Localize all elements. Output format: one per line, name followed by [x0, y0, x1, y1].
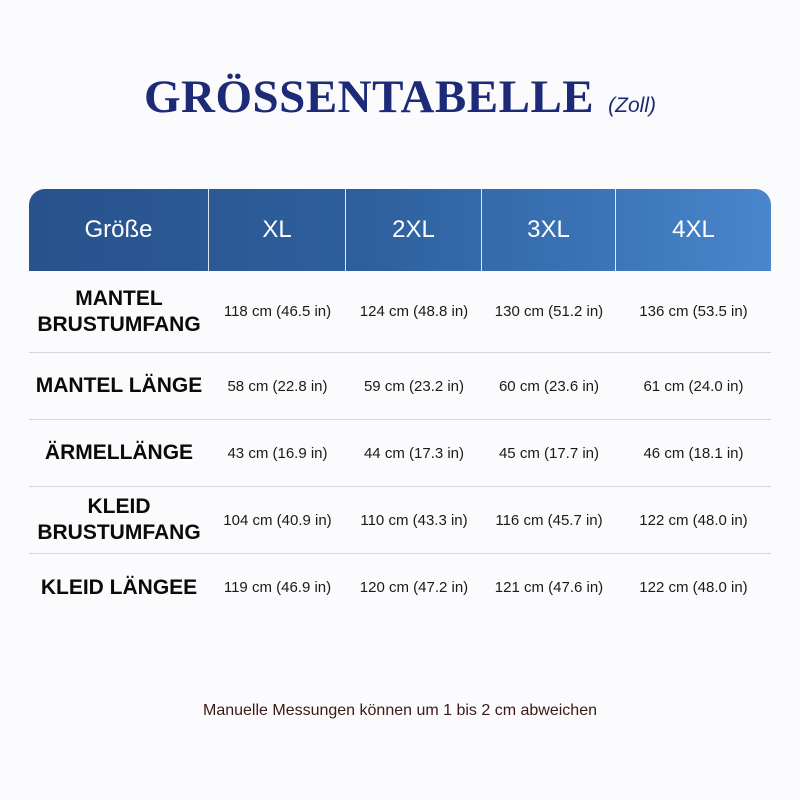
table-cell: 121 cm (47.6 in) [494, 579, 604, 596]
table-cell: 130 cm (51.2 in) [494, 303, 604, 320]
row-label: MANTEL LÄNGE [35, 374, 203, 397]
table-row [29, 487, 771, 554]
header-2xl: 2XL [346, 189, 482, 271]
row-label: KLEID BRUSTUMFANG [37, 495, 201, 544]
table-cell: 120 cm (47.2 in) [359, 579, 469, 596]
header-4xl: 4XL [672, 216, 715, 243]
unit-label: (Zoll) [608, 94, 656, 117]
table-cell: 43 cm (16.9 in) [227, 444, 328, 462]
table-cell: 46 cm (18.1 in) [643, 444, 744, 462]
table-cell: 60 cm (23.6 in) [498, 377, 600, 395]
size-table [29, 189, 771, 621]
table-cell: 104 cm (40.9 in) [223, 511, 332, 529]
table-cell: 61 cm (24.0 in) [643, 377, 744, 395]
table-row [29, 271, 771, 353]
table-cell: 124 cm (48.8 in) [359, 303, 469, 320]
row-label: MANTEL BRUSTUMFANG [37, 286, 201, 336]
header-xl: XL [209, 189, 346, 271]
table-row [29, 353, 771, 420]
title-block [0, 70, 800, 124]
table-cell: 122 cm (48.0 in) [639, 579, 748, 596]
table-cell: 122 cm (48.0 in) [639, 511, 748, 529]
measurement-note: Manuelle Messungen können um 1 bis 2 cm abweichen [202, 702, 597, 719]
table-cell: 44 cm (17.3 in) [363, 444, 465, 462]
table-header-row [29, 189, 771, 271]
page-title: GRÖSSENTABELLE [143, 71, 595, 123]
table-cell: 136 cm (53.5 in) [639, 303, 748, 320]
table-cell: 119 cm (46.9 in) [223, 579, 332, 596]
header-3xl: 3XL [482, 189, 616, 271]
table-cell: 59 cm (23.2 in) [363, 377, 465, 395]
table-row [29, 420, 771, 487]
table-cell: 116 cm (45.7 in) [495, 511, 603, 529]
table-cell: 58 cm (22.8 in) [227, 377, 328, 395]
table-cell: 110 cm (43.3 in) [360, 511, 468, 529]
table-row [29, 554, 771, 621]
row-label: ÄRMELLÄNGE [44, 441, 194, 464]
table-cell: 118 cm (46.5 in) [223, 303, 332, 320]
table-cell: 45 cm (17.7 in) [498, 444, 600, 462]
row-label: KLEID LÄNGEE [40, 575, 198, 599]
header-size: Größe [29, 189, 209, 271]
